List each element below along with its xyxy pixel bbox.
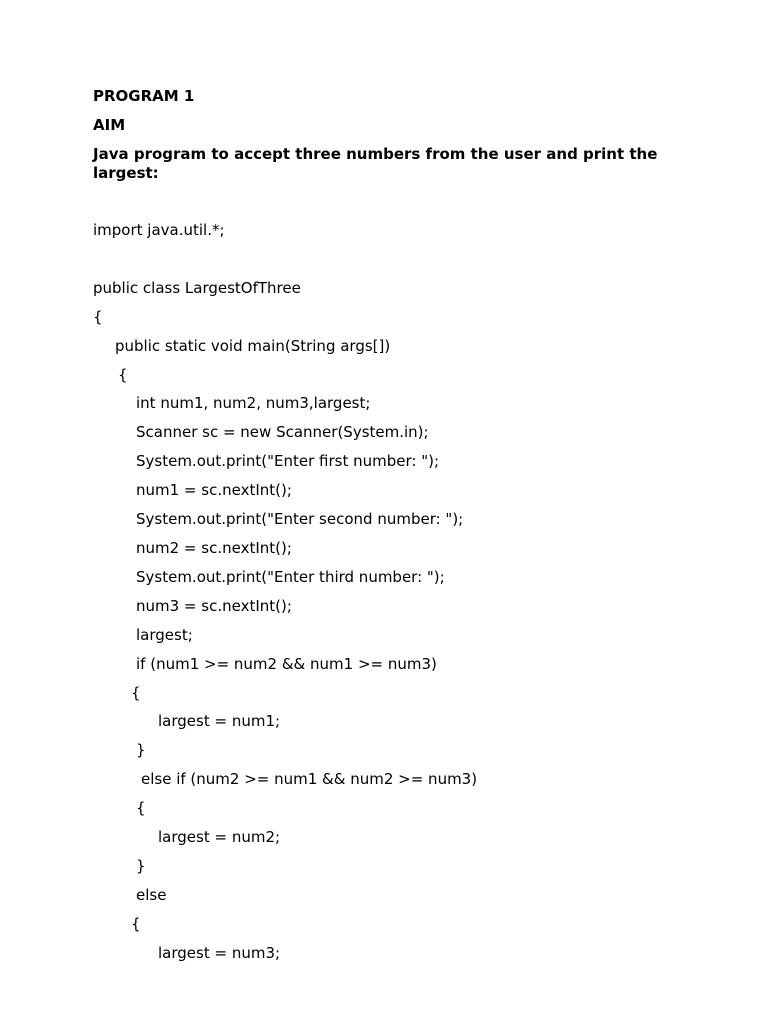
code-line: if (num1 >= num2 && num1 >= num3)	[136, 655, 437, 673]
code-line: largest;	[136, 626, 193, 644]
code-line: public static void main(String args[])	[115, 337, 391, 355]
code-line: {	[136, 799, 146, 817]
aim-description: Java program to accept three numbers from the user and print the largest:	[93, 145, 658, 182]
code-line: Scanner sc = new Scanner(System.in);	[136, 423, 429, 441]
code-line: num3 = sc.nextInt();	[136, 597, 292, 615]
code-line: else	[136, 886, 167, 904]
code-line: num2 = sc.nextInt();	[136, 539, 292, 557]
code-line: System.out.print("Enter first number: ");	[136, 452, 440, 470]
code-line: else if (num2 >= num1 && num2 >= num3)	[141, 770, 478, 788]
code-line: public class LargestOfThree	[93, 279, 301, 297]
code-line: {	[131, 684, 141, 702]
code-line: {	[131, 915, 141, 933]
code-line: import java.util.*;	[93, 221, 225, 239]
code-line: {	[118, 366, 128, 384]
aim-heading: AIM	[93, 116, 126, 134]
code-line: System.out.print("Enter third number: ");	[136, 568, 445, 586]
code-line: largest = num1;	[158, 712, 281, 730]
code-line: }	[136, 857, 146, 875]
code-line: System.out.print("Enter second number: ");	[136, 510, 464, 528]
code-line: num1 = sc.nextInt();	[136, 481, 292, 499]
code-line: largest = num2;	[158, 828, 281, 846]
code-line: {	[93, 308, 103, 326]
program-title: PROGRAM 1	[93, 87, 195, 105]
code-line: int num1, num2, num3,largest;	[136, 394, 371, 412]
code-line: }	[136, 741, 146, 759]
code-line: largest = num3;	[158, 944, 281, 962]
